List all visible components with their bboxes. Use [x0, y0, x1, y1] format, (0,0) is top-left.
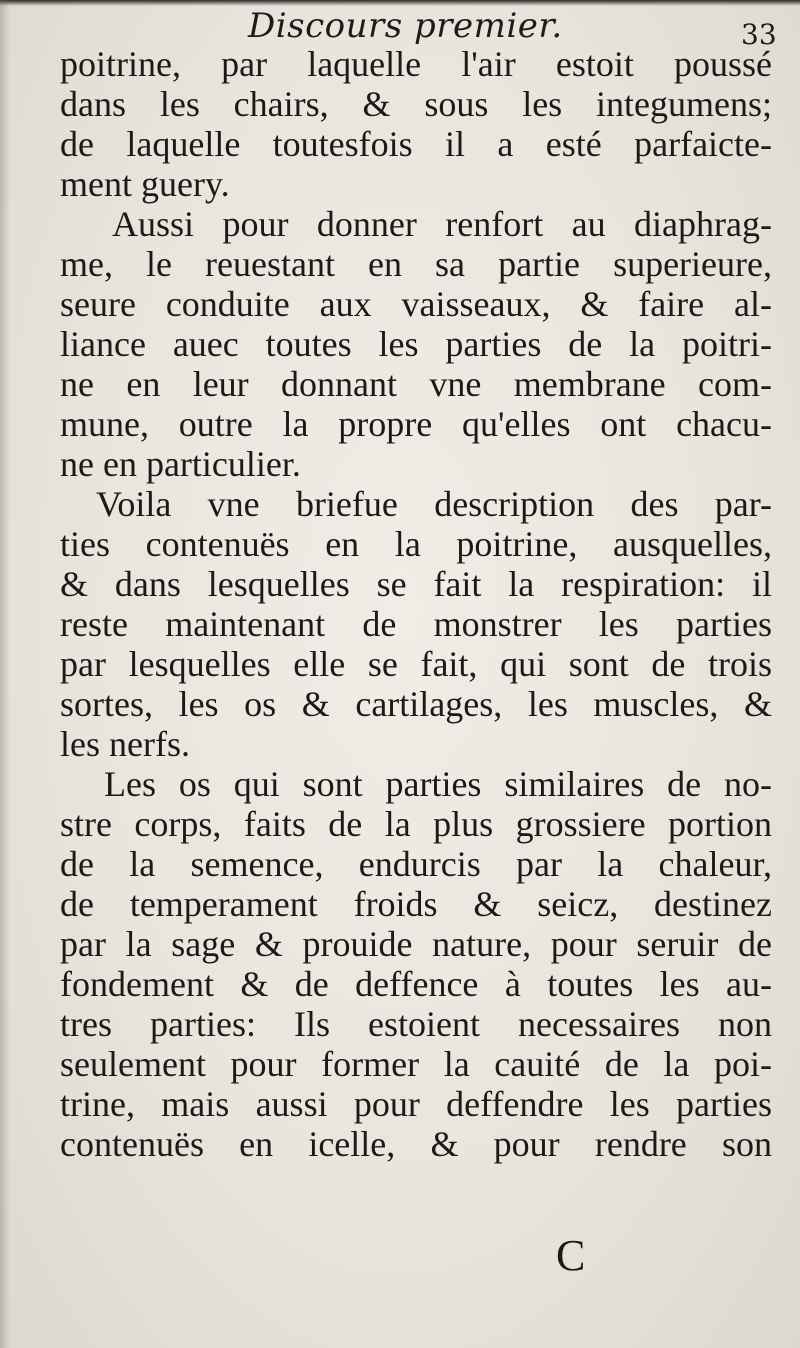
page-header	[0, 4, 800, 51]
paragraph-start-line: Voila vne briefue description des par-	[96, 484, 772, 524]
running-title: Discours premier.	[248, 6, 563, 46]
text-line: dans les chairs, & sous les integumens;	[60, 84, 772, 124]
text-line: ment guery.	[60, 164, 230, 204]
page-left-edge	[0, 0, 10, 1348]
text-line: ties contenuës en la poitrine, ausquelles,	[60, 524, 772, 564]
text-line: par la sage & prouide nature, pour seruir de	[60, 924, 772, 964]
text-line: mune, outre la propre qu'elles ont chacu-	[60, 404, 772, 444]
text-line: stre corps, faits de la plus grossiere portion	[60, 804, 772, 844]
text-line: reste maintenant de monstrer les parties	[60, 604, 772, 644]
text-line: contenuës en icelle, & pour rendre son	[60, 1124, 772, 1164]
text-line: tres parties: Ils estoient necessaires non	[60, 1004, 772, 1044]
text-line: ne en leur donnant vne membrane com-	[60, 364, 772, 404]
text-line: de temperament froids & seicz, destinez	[60, 884, 772, 924]
body-text	[60, 44, 772, 1164]
text-line: les nerfs.	[60, 724, 190, 764]
signature-mark: C	[556, 1231, 586, 1280]
text-line: par lesquelles elle se fait, qui sont de trois	[60, 644, 772, 684]
text-line: poitrine, par laquelle l'air estoit poussé	[60, 44, 772, 84]
text-line: trine, mais aussi pour deffendre les parties	[60, 1084, 772, 1124]
text-line: liance auec toutes les parties de la poitri-	[60, 324, 772, 364]
text-line: de la semence, endurcis par la chaleur,	[60, 844, 772, 884]
text-line: seulement pour former la cauité de la poi-	[60, 1044, 772, 1084]
text-line: ne en particulier.	[60, 444, 301, 484]
text-line: seure conduite aux vaisseaux, & faire al-	[60, 284, 772, 324]
text-line: de laquelle toutesfois il a esté parfaicte-	[60, 124, 772, 164]
paragraph-start-line: Aussi pour donner renfort au diaphrag-	[112, 204, 772, 244]
text-line: me, le reuestant en sa partie superieure,	[60, 244, 772, 284]
text-line: sortes, les os & cartilages, les muscles, &	[60, 684, 772, 724]
text-line: & dans lesquelles se fait la respiration: il	[60, 564, 772, 604]
paragraph-start-line: Les os qui sont parties similaires de no-	[104, 764, 772, 804]
text-line: fondement & de deffence à toutes les au-	[60, 964, 772, 1004]
page-number: 33	[741, 18, 777, 51]
